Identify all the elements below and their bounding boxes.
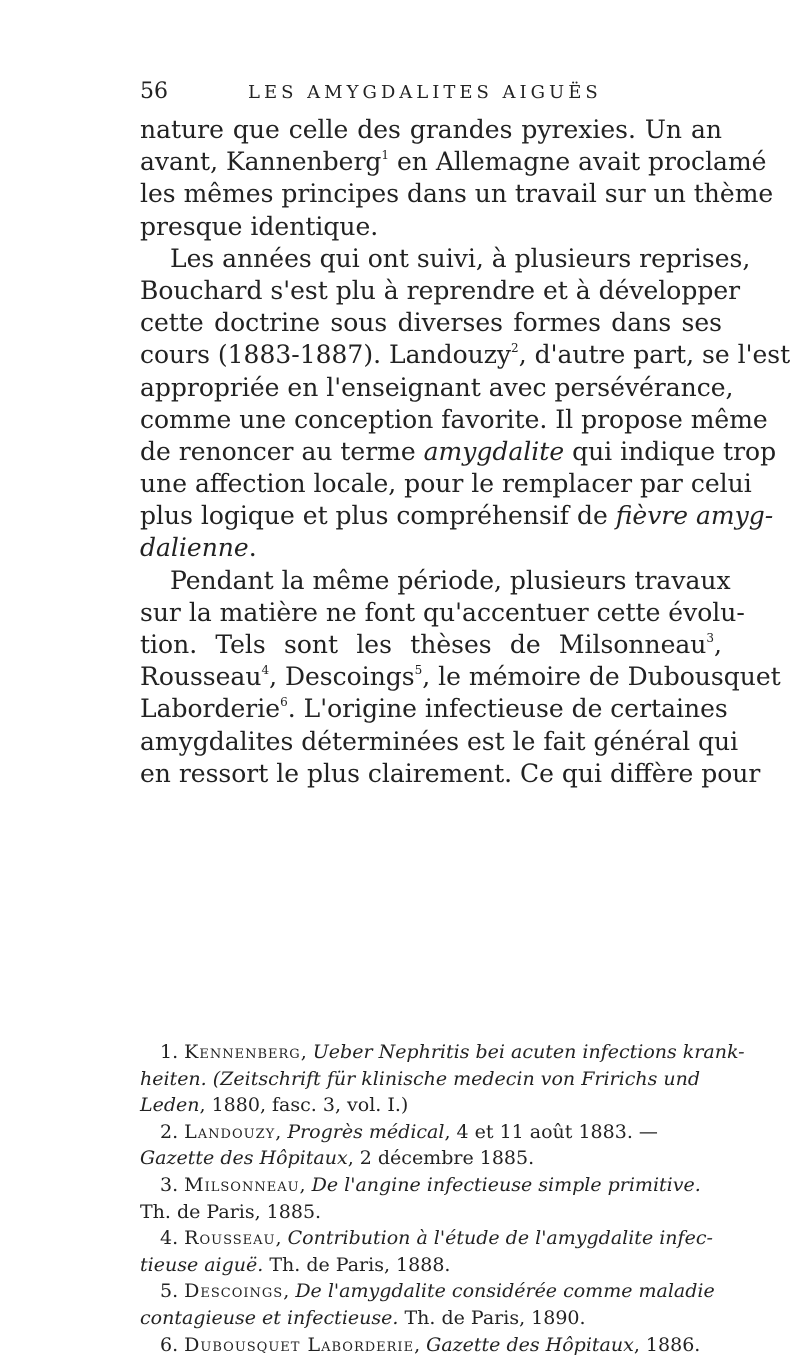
footnote-1-cont: heiten. (Zeitschrift für klinische medecin von Fririchs und (140, 1067, 701, 1090)
footnote-ref: 6 (280, 695, 288, 710)
text-line: nature que celle des grandes pyrexies. Un an (140, 115, 722, 144)
main-text (140, 114, 791, 790)
text-line: en ressort le plus clairement. Ce qui diffère pour (140, 758, 761, 788)
text-line: sur la matière ne font qu'accentuer cette évolu- (140, 597, 745, 627)
footnote-ref: 2 (511, 341, 519, 356)
text-line: Rousseau$^4$, Descoings$^5$, le mémoire de Dubousquet (140, 662, 781, 692)
footnote-author: Milsonneau (184, 1173, 300, 1196)
footnote-2-cont: Gazette des Hôpitaux, 2 décembre 1885. (140, 1147, 535, 1170)
emphasis: dalienne (140, 533, 249, 563)
footnote-4: 4. Rousseau, Contribution à l'étude de l'amygdalite infec- (160, 1227, 713, 1250)
footnote-ref: 3 (706, 631, 715, 645)
footnote-6: 6. Dubousquet Laborderie, Gazette des Hôpitaux, 1886. (160, 1333, 701, 1356)
footnote-5-cont: contagieuse et infectieuse. Th. de Paris, 1890. (140, 1306, 586, 1329)
text-line: Laborderie$^6$. L'origine infectieuse de certaines (140, 694, 728, 724)
footnote-author: Kennenberg (184, 1041, 301, 1063)
text-line: avant, Kannenberg$^1$ en Allemagne avait proclamé (140, 147, 767, 177)
footnote-ref: 4 (261, 663, 270, 678)
footnote-ref: 1 (381, 148, 390, 163)
footnote-4-cont: tieuse aiguë. Th. de Paris, 1888. (140, 1253, 451, 1276)
footnote-author: Dubousquet Laborderie (184, 1333, 415, 1356)
footnote-author: Landouzy (184, 1120, 276, 1143)
text-line: tion. Tels sont les thèses de Milsonneau$^3$, (140, 630, 722, 659)
running-title: LES AMYGDALITES AIGUËS (248, 82, 602, 103)
footnote-1-cont: Leden, 1880, fasc. 3, vol. I.) (140, 1094, 409, 1117)
text-line: Pendant la même période, plusieurs travaux (170, 565, 731, 595)
emphasis: amygdalite (423, 436, 565, 466)
text-line: comme une conception favorite. Il propose même (140, 404, 768, 434)
text-line: une affection locale, pour le remplacer par celui (140, 469, 752, 499)
footnote-5: 5. Descoings, De l'amygdalite considérée comme maladie (160, 1280, 715, 1303)
text-line: Les années qui ont suivi, à plusieurs reprises, (170, 243, 751, 273)
footnote-ref: 5 (414, 663, 423, 678)
text-line: presque identique. (140, 211, 379, 241)
page-number: 56 (140, 79, 168, 104)
text-line: appropriée en l'enseignant avec persévérance, (140, 372, 734, 402)
running-head (140, 78, 720, 106)
footnote-author: Descoings (184, 1280, 284, 1303)
text-line: dalienne. (140, 533, 257, 563)
text-line: plus logique et plus compréhensif de fièvre amyg- (140, 501, 774, 531)
text-line: de renoncer au terme amygdalite qui indique trop (140, 436, 777, 466)
emphasis: fièvre amyg- (615, 501, 774, 531)
footnote-author: Rousseau (184, 1227, 276, 1250)
text-line: cette doctrine sous diverses formes dans ses (140, 308, 722, 338)
footnote-3: 3. Milsonneau, De l'angine infectieuse simple primitive. (160, 1173, 701, 1196)
text-line: Bouchard s'est plu à reprendre et à développer (140, 275, 741, 305)
footnotes (140, 1039, 745, 1358)
text-line: les mêmes principes dans un travail sur un thème (140, 179, 774, 209)
text-line: cours (1883-1887). Landouzy$^2$, d'autre part, se l'est (140, 340, 791, 370)
footnote-3-cont: Th. de Paris, 1885. (140, 1200, 322, 1223)
footnote-1: 1. Kennenberg, Ueber Nephritis bei acuten infections krank- (160, 1041, 745, 1063)
text-line: amygdalites déterminées est le fait général qui (140, 726, 739, 756)
footnote-2: 2. Landouzy, Progrès médical, 4 et 11 août 1883. — (160, 1120, 658, 1143)
